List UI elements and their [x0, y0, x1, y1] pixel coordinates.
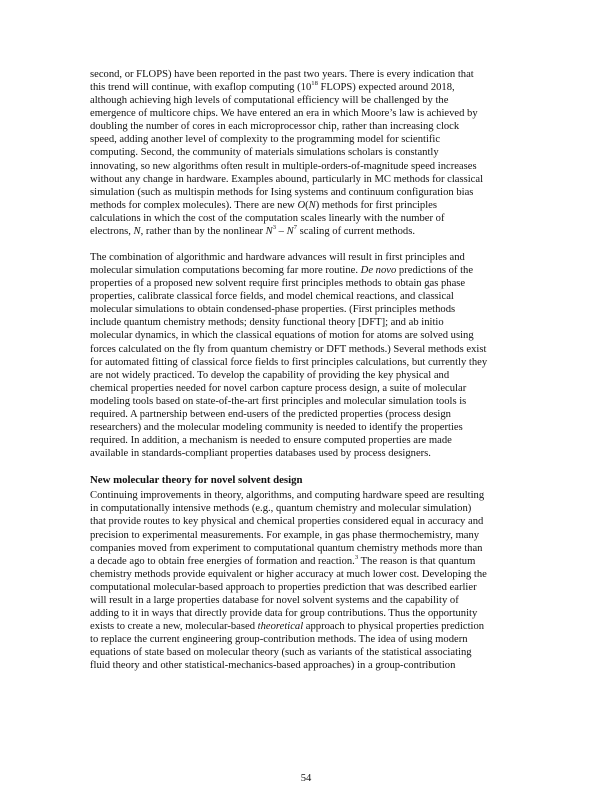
line: computing. Second, the community of materials simulations scholars is constantly	[90, 147, 439, 159]
line: although achieving high levels of computational efficiency will be challenged by the	[90, 95, 449, 107]
line: that provide routes to key physical and chemical properties considered equal in accuracy and	[90, 516, 484, 528]
line: chemical properties needed for novel carbon capture process design, a suite of molecular	[90, 382, 467, 394]
line: molecular simulation computations becoming far more routine. De novo predictions of the	[90, 265, 474, 277]
line: forces calculated on the fly from quantum chemistry or DFT methods.) Several methods exist	[90, 343, 487, 355]
line: simulation (such as multispin methods for Ising systems and continuum configuration bias	[90, 186, 474, 198]
line: precision to experimental measurements. For example, in gas phase thermochemistry, many	[90, 529, 480, 541]
line: doubling the number of cores in each microprocessor chip, rather than increasing clock	[90, 121, 460, 133]
line: are not widely practiced. To develop the capability of providing the key physical and	[90, 369, 450, 381]
page-number: 54	[300, 773, 312, 784]
line: for automated fitting of classical force fields to first principles calculations, but currently they	[90, 356, 488, 368]
line: electrons, N, rather than by the nonlinear $N^3 - N^7$ scaling of current methods.	[90, 223, 415, 237]
line: a decade ago to obtain free energies of formation and reaction.$^3$ The reason is that quantum	[90, 553, 476, 567]
line: chemistry methods provide equivalent or higher accuracy at much lower cost. Developing the	[90, 568, 487, 580]
line: equations of state based on molecular theory (such as variants of the statistical associating	[90, 647, 472, 659]
line: properties of a proposed new solvent require first principles methods to obtain gas phase	[90, 278, 466, 290]
line: molecular simulations to obtain condensed-phase properties. (First principles methods	[90, 304, 456, 316]
line: without any change in hardware. Examples abound, particularly in MC methods for classical	[90, 173, 484, 185]
line: computational molecular-based approach to properties prediction that was described earlier	[90, 581, 477, 593]
line: The combination of algorithmic and hardware advances will result in first principles and	[90, 252, 465, 264]
paragraph-2	[90, 251, 542, 460]
line: properties, calibrate classical force fields, and model chemical reactions, and classical	[90, 291, 454, 303]
line: researchers) and the molecular modeling community is needed to identify the properties	[90, 422, 463, 434]
line: required. In addition, a mechanism is needed to ensure computed properties are made	[90, 435, 452, 447]
line: modeling tools based on state-of-the-art first principles and molecular simulation tools is	[90, 395, 467, 407]
line: include quantum chemistry methods; density functional theory [DFT]; and ab initio	[90, 317, 444, 329]
line: calculations in which the cost of the computation scales linearly with the number of	[90, 212, 445, 224]
line: required. A partnership between end-users of the predicted properties (process design	[90, 408, 451, 420]
line: available in standards-compliant properties databases used by process designers.	[90, 448, 431, 460]
line: to replace the current engineering group-contribution methods. The idea of using modern	[90, 634, 468, 646]
line: companies moved from experiment to computational quantum chemistry methods more than	[90, 542, 483, 554]
line: will result in a large properties database for novel solvent systems and the capability of	[90, 594, 459, 606]
section-heading: New molecular theory for novel solvent design	[90, 474, 303, 487]
line: adding to it in ways that directly provide data for group contributions. Thus the opportunity	[90, 607, 478, 619]
line: innovating, so new algorithms often result in multiple-orders-of-magnitude speed increases	[90, 160, 477, 172]
paragraph-1	[90, 68, 542, 238]
line: fluid theory and other statistical-mechanics-based approaches) in a group-contribution	[90, 660, 456, 672]
line: molecular dynamics, in which the classical equations of motion for atoms are solved using	[90, 330, 474, 342]
line: emergence of multicore chips. We have entered an era in which Moore’s law is achieved by	[90, 108, 478, 120]
line: methods for complex molecules). There are new O(N) methods for first principles	[90, 199, 437, 211]
line: in computationally intensive methods (e.g., quantum chemistry and molecular simulation)	[90, 503, 472, 515]
line: second, or FLOPS) have been reported in the past two years. There is every indication that	[90, 69, 474, 80]
line: this trend will continue, with exaflop computing ($10^{18}$ FLOPS) expected around 2018,	[90, 80, 455, 94]
line: Continuing improvements in theory, algorithms, and computing hardware speed are resulting	[90, 490, 485, 502]
document-page	[90, 68, 542, 672]
line: exists to create a new, molecular-based theoretical approach to physical properties prediction	[90, 621, 485, 633]
paragraph-3	[90, 489, 542, 672]
line: speed, adding another level of complexity to the programming model for scientific	[90, 134, 441, 146]
